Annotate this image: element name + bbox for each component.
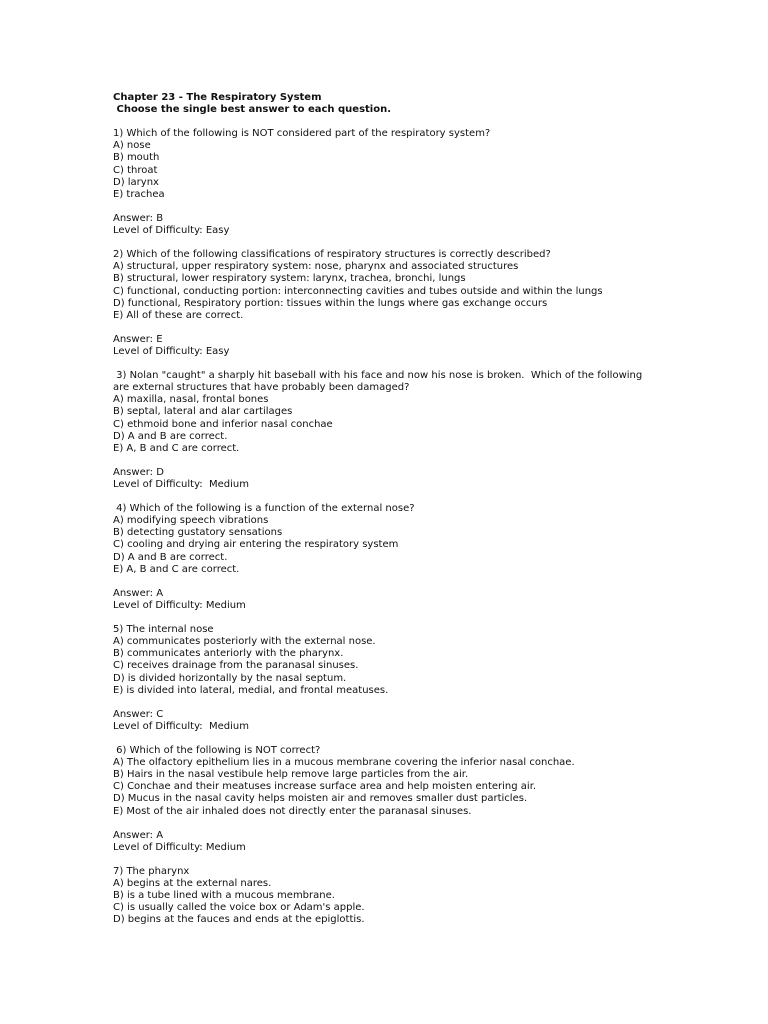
question-block — [113, 249, 653, 370]
spacer — [113, 697, 653, 709]
answer-option: B) septal, lateral and alar cartilages — [113, 406, 293, 418]
spacer — [113, 733, 653, 745]
answer-option: D) begins at the fauces and ends at the epiglottis. — [113, 914, 365, 926]
chapter-title: Chapter 23 - The Respiratory System — [113, 92, 322, 103]
answer-option: C) throat — [113, 164, 158, 176]
answer-option: A) structural, upper respiratory system: nose, pharynx and associated structures — [113, 261, 519, 273]
answer-option: E) A, B and C are correct. — [113, 563, 240, 575]
answer-option: B) Hairs in the nasal vestibule help remove large particles from the air. — [113, 769, 469, 781]
spacer — [113, 455, 653, 467]
answer-option: D) functional, Respiratory portion: tissues within the lungs where gas exchange occurs — [113, 297, 548, 309]
difficulty-level: Level of Difficulty: Medium — [113, 599, 246, 611]
answer-option: C) functional, conducting portion: interconnecting cavities and tubes outside and within the lungs — [113, 285, 603, 297]
answer-option: A) begins at the external nares. — [113, 878, 272, 890]
question-stem: 1) Which of the following is NOT considered part of the respiratory system? — [113, 128, 491, 140]
question-stem: 5) The internal nose — [113, 624, 214, 636]
question-stem: 3) Nolan "caught" a sharply hit baseball with his face and now his nose is broken. Which of the following — [113, 370, 643, 382]
question-block — [113, 503, 653, 624]
difficulty-level: Level of Difficulty: Medium — [113, 841, 246, 853]
answer-key: Answer: B — [113, 212, 164, 224]
answer-option: A) maxilla, nasal, frontal bones — [113, 394, 269, 406]
spacer — [113, 237, 653, 249]
spacer — [113, 201, 653, 213]
spacer — [113, 358, 653, 370]
answer-option: E) trachea — [113, 188, 165, 200]
answer-option: A) nose — [113, 140, 151, 152]
spacer — [113, 576, 653, 588]
question-list — [113, 128, 653, 926]
answer-option: D) is divided horizontally by the nasal septum. — [113, 672, 347, 684]
spacer — [113, 854, 653, 866]
answer-option: A) The olfactory epithelium lies in a mucous membrane covering the inferior nasal conchae. — [113, 757, 575, 769]
instructions: Choose the single best answer to each question. — [113, 104, 392, 116]
answer-option: E) Most of the air inhaled does not directly enter the paranasal sinuses. — [113, 805, 472, 817]
answer-option: A) communicates posteriorly with the external nose. — [113, 636, 376, 648]
difficulty-level: Level of Difficulty: Easy — [113, 225, 230, 237]
spacer — [113, 491, 653, 503]
answer-option: C) Conchae and their meatuses increase surface area and help moisten entering air. — [113, 781, 537, 793]
question-stem: 6) Which of the following is NOT correct? — [113, 745, 321, 757]
question-block — [113, 745, 653, 866]
answer-option: D) Mucus in the nasal cavity helps moisten air and removes smaller dust particles. — [113, 793, 528, 805]
answer-option: C) cooling and drying air entering the respiratory system — [113, 539, 399, 551]
spacer — [113, 116, 653, 128]
answer-key: Answer: D — [113, 466, 164, 478]
question-block — [113, 624, 653, 745]
spacer — [113, 612, 653, 624]
answer-key: Answer: A — [113, 587, 164, 599]
difficulty-level: Level of Difficulty: Medium — [113, 720, 249, 732]
answer-key: Answer: A — [113, 829, 164, 841]
answer-option: D) larynx — [113, 176, 159, 188]
question-block — [113, 128, 653, 249]
answer-option: B) is a tube lined with a mucous membrane. — [113, 890, 335, 902]
difficulty-level: Level of Difficulty: Easy — [113, 345, 230, 357]
question-block — [113, 370, 653, 503]
answer-option: D) A and B are correct. — [113, 430, 228, 442]
answer-option: E) A, B and C are correct. — [113, 442, 240, 454]
document-body — [113, 92, 653, 926]
question-stem: 4) Which of the following is a function of the external nose? — [113, 503, 415, 515]
question-block — [113, 866, 653, 926]
answer-option: A) modifying speech vibrations — [113, 515, 269, 527]
answer-option: E) is divided into lateral, medial, and frontal meatuses. — [113, 684, 389, 696]
answer-option: D) A and B are correct. — [113, 551, 228, 563]
question-stem: are external structures that have probably been damaged? — [113, 382, 410, 394]
answer-option: B) mouth — [113, 152, 160, 164]
difficulty-level: Level of Difficulty: Medium — [113, 479, 249, 490]
spacer — [113, 818, 653, 830]
answer-option: E) All of these are correct. — [113, 309, 244, 321]
answer-option: C) receives drainage from the paranasal sinuses. — [113, 660, 359, 672]
answer-option: B) detecting gustatory sensations — [113, 527, 283, 539]
answer-option: C) is usually called the voice box or Adam's apple. — [113, 902, 365, 914]
answer-key: Answer: E — [113, 333, 163, 345]
question-stem: 7) The pharynx — [113, 866, 190, 877]
answer-option: B) communicates anteriorly with the pharynx. — [113, 648, 344, 660]
answer-option: C) ethmoid bone and inferior nasal conchae — [113, 418, 333, 430]
answer-key: Answer: C — [113, 708, 164, 720]
question-stem: 2) Which of the following classifications of respiratory structures is correctly described? — [113, 249, 551, 261]
answer-option: B) structural, lower respiratory system: larynx, trachea, bronchi, lungs — [113, 273, 466, 285]
spacer — [113, 322, 653, 334]
